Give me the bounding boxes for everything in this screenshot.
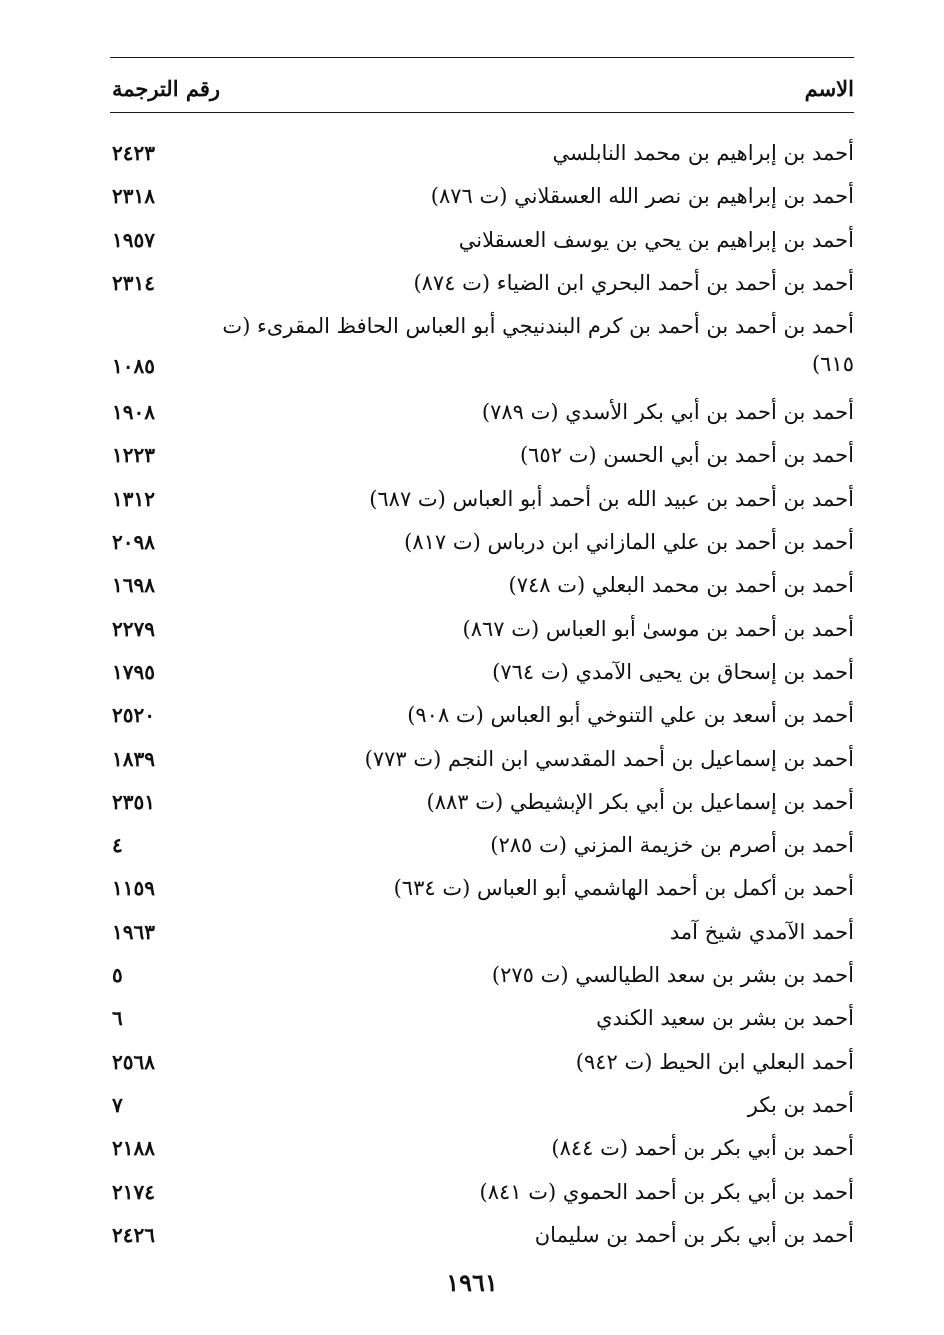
entry-name: أحمد بن أبي بكر بن أحمد (ت ٨٤٤) — [551, 1136, 854, 1161]
entry-number: ٢١٧٤ — [112, 1179, 155, 1204]
entry-number: ١٩٥٧ — [112, 227, 155, 252]
entry-name: أحمد بن أصرم بن خزيمة المزني (ت ٢٨٥) — [490, 833, 854, 858]
list-item — [110, 171, 854, 214]
entry-number: ٤ — [112, 833, 123, 858]
list-item — [110, 215, 854, 258]
entry-name: أحمد بن إبراهيم بن نصر الله العسقلاني (ت ٨٧٦) — [430, 184, 854, 209]
entry-name: أحمد بن أسعد بن علي التنوخي أبو العباس (ت ٩٠٨) — [407, 703, 854, 728]
list-item — [110, 993, 854, 1036]
list-item — [110, 1167, 854, 1210]
entries-list — [110, 128, 854, 1253]
entry-number: ٢٤٢٣ — [112, 141, 155, 165]
list-item — [110, 820, 854, 863]
entry-number: ٢٢٧٩ — [112, 616, 155, 641]
table-header — [110, 70, 854, 110]
entry-name: أحمد بن أكمل بن أحمد الهاشمي أبو العباس (ت ٦٣٤) — [393, 876, 854, 901]
entry-name: أحمد بن أحمد بن أبي بكر الأسدي (ت ٧٨٩) — [481, 400, 854, 425]
entry-number: ٦ — [112, 1006, 123, 1031]
entry-name: أحمد بن أبي بكر بن أحمد الحموي (ت ٨٤١) — [479, 1179, 854, 1204]
list-item — [110, 604, 854, 647]
list-item — [110, 517, 854, 560]
entry-name: أحمد بن إبراهيم بن محمد النابلسي — [552, 141, 854, 165]
list-item — [110, 474, 854, 517]
entry-number: ٢٣١٤ — [112, 270, 155, 295]
list-item — [110, 560, 854, 603]
entry-name: أحمد بن أحمد بن علي المازاني ابن درباس (ت ٨١٧) — [404, 530, 854, 555]
list-item — [110, 301, 854, 387]
number-column-header: رقم الترجمة — [112, 76, 221, 101]
list-item — [110, 128, 854, 171]
entry-name: أحمد بن بشر بن سعد الطيالسي (ت ٢٧٥) — [491, 963, 854, 988]
list-item — [110, 430, 854, 473]
entry-number: ٢٥٦٨ — [112, 1049, 155, 1074]
entry-number: ١٣١٢ — [112, 486, 155, 511]
entry-name: أحمد البعلي ابن الحيط (ت ٩٤٢) — [575, 1049, 854, 1074]
entry-number: ١٧٩٥ — [112, 659, 155, 684]
list-item — [110, 387, 854, 430]
entry-number: ١٢٢٣ — [112, 443, 155, 468]
list-item — [110, 734, 854, 777]
entry-number: ٢٣٥١ — [112, 789, 155, 814]
entry-name: أحمد بن أحمد بن أبي الحسن (ت ٦٥٢) — [519, 443, 854, 468]
entry-name: أحمد بن أحمد بن محمد البعلي (ت ٧٤٨) — [508, 573, 854, 598]
entry-name: أحمد بن أحمد بن أحمد بن كرم البندنيجي أبو العباس الحافظ المقرىء (ت ٦١٥) — [222, 314, 854, 377]
list-item — [110, 907, 854, 950]
list-item — [110, 863, 854, 906]
entry-name: أحمد بن بكر — [747, 1092, 854, 1117]
entry-name: أحمد بن بشر بن سعيد الكندي — [596, 1006, 854, 1031]
entry-number: ٢٥٢٠ — [112, 703, 155, 728]
entry-number: ٢٣١٨ — [112, 184, 155, 209]
list-item — [110, 1080, 854, 1123]
entry-name: أحمد الآمدي شيخ آمد — [669, 919, 854, 944]
entry-number: ٥ — [112, 963, 123, 988]
list-item — [110, 258, 854, 301]
list-item — [110, 777, 854, 820]
entry-number: ٢٠٩٨ — [112, 530, 155, 555]
entry-number: ١٠٨٥ — [112, 354, 155, 379]
entry-number: ١١٥٩ — [112, 876, 155, 901]
entry-name: أحمد بن إسماعيل بن أبي بكر الإبشيطي (ت ٨٨٣) — [426, 789, 854, 814]
page-number: ١٩٦١ — [446, 1268, 498, 1297]
entry-name: أحمد بن إبراهيم بن يحي بن يوسف العسقلاني — [458, 227, 854, 252]
list-item — [110, 950, 854, 993]
entry-name: أحمد بن أحمد بن أحمد البحري ابن الضياء (ت ٨٧٤) — [413, 270, 854, 295]
name-column-header: الاسم — [804, 76, 854, 101]
list-item — [110, 690, 854, 733]
entry-name: أحمد بن أبي بكر بن أحمد بن سليمان — [534, 1222, 854, 1247]
list-item — [110, 647, 854, 690]
entry-number: ٢٤٢٦ — [112, 1222, 155, 1247]
entry-name: أحمد بن أحمد بن موسىٰ أبو العباس (ت ٨٦٧) — [462, 616, 854, 641]
list-item — [110, 1210, 854, 1253]
entry-name: أحمد بن أحمد بن عبيد الله بن أحمد أبو العباس (ت ٦٨٧) — [369, 486, 854, 511]
entry-number: ١٨٣٩ — [112, 746, 155, 771]
entry-name: أحمد بن إسماعيل بن أحمد المقدسي ابن النجم (ت ٧٧٣) — [364, 746, 854, 771]
list-item — [110, 1037, 854, 1080]
entry-number: ١٩٠٨ — [112, 400, 155, 425]
top-rule — [110, 57, 854, 58]
entry-number: ١٦٩٨ — [112, 573, 155, 598]
list-item — [110, 1123, 854, 1166]
entry-name: أحمد بن إسحاق بن يحيى الآمدي (ت ٧٦٤) — [492, 659, 854, 684]
entry-number: ١٩٦٣ — [112, 919, 155, 944]
header-rule — [110, 112, 854, 113]
entry-number: ٢١٨٨ — [112, 1136, 155, 1161]
entry-number: ٧ — [112, 1092, 123, 1117]
